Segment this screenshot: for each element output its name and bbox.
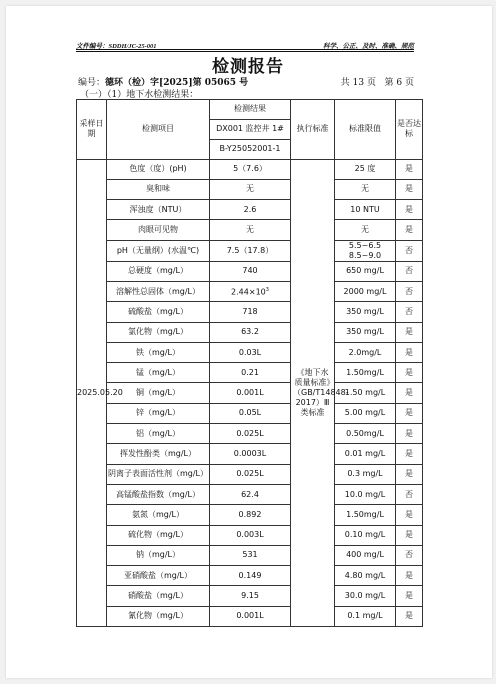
- test-item: 肉眼可见物: [107, 220, 210, 240]
- sampling-date: 2025.05.20: [77, 159, 107, 627]
- test-item: 浑浊度（NTU）: [107, 200, 210, 220]
- test-item: 氰化物（mg/L）: [107, 606, 210, 626]
- test-item: 挥发性酚类（mg/L）: [107, 444, 210, 464]
- test-result: 2.6: [210, 200, 291, 220]
- test-result: 531: [210, 545, 291, 565]
- table-row: [77, 200, 423, 220]
- motto: 科学、公正、及时、准确、规范: [323, 43, 414, 50]
- test-item: 臭和味: [107, 179, 210, 199]
- test-result: 63.2: [210, 322, 291, 342]
- test-result: 5（7.6）: [210, 159, 291, 179]
- test-item: 锌（mg/L）: [107, 403, 210, 423]
- standard-limit: 2.0mg/L: [335, 342, 396, 362]
- table-row: [77, 240, 423, 261]
- table-row: [77, 566, 423, 586]
- table-row: [77, 363, 423, 383]
- table-row: [77, 545, 423, 565]
- test-item: pH（无量纲）(水温℃): [107, 240, 210, 261]
- table-row: [77, 424, 423, 444]
- standard-limit: 0.1 mg/L: [335, 606, 396, 626]
- test-item: 铁（mg/L）: [107, 342, 210, 362]
- standard-limit: 5.00 mg/L: [335, 403, 396, 423]
- test-result: 9.15: [210, 586, 291, 606]
- table-row: [77, 342, 423, 362]
- test-result: 0.003L: [210, 525, 291, 545]
- standard-limit: 350 mg/L: [335, 302, 396, 322]
- header-standard: 执行标准: [291, 100, 335, 160]
- table-row: [77, 505, 423, 525]
- table-row: [77, 302, 423, 322]
- pass-status: 是: [396, 200, 423, 220]
- standard-limit: 0.3 mg/L: [335, 464, 396, 484]
- standard-limit: 4.80 mg/L: [335, 566, 396, 586]
- standard-limit: 350 mg/L: [335, 322, 396, 342]
- table-row: [77, 383, 423, 403]
- test-item: 铜（mg/L）: [107, 383, 210, 403]
- pass-status: 是: [396, 363, 423, 383]
- standard-limit: 5.5~6.5 8.5~9.0: [335, 240, 396, 261]
- header-item: 检测项目: [107, 100, 210, 160]
- pass-status: 否: [396, 545, 423, 565]
- test-result: 0.05L: [210, 403, 291, 423]
- table-row: [77, 586, 423, 606]
- test-result: 0.149: [210, 566, 291, 586]
- table-row: [77, 444, 423, 464]
- standard-limit: 1.50mg/L: [335, 505, 396, 525]
- table-row: [77, 281, 423, 301]
- pass-status: 否: [396, 302, 423, 322]
- header-date: 采样日期: [77, 100, 107, 160]
- standard-limit: 25 度: [335, 159, 396, 179]
- pass-status: 是: [396, 606, 423, 626]
- test-item: 色度（度）(pH): [107, 159, 210, 179]
- test-item: 硫酸盐（mg/L）: [107, 302, 210, 322]
- table-row: [77, 606, 423, 626]
- test-result: 0.025L: [210, 424, 291, 444]
- test-item: 氨氮（mg/L）: [107, 505, 210, 525]
- standard-reference: 《地下水质量标准》（GB/T14848-2017）Ⅲ类标准: [291, 159, 335, 627]
- standard-limit: 无: [335, 220, 396, 240]
- test-result: 0.0003L: [210, 444, 291, 464]
- standard-limit: 650 mg/L: [335, 261, 396, 281]
- test-item: 高锰酸盐指数（mg/L）: [107, 484, 210, 504]
- standard-limit: 0.10 mg/L: [335, 525, 396, 545]
- test-result: 718: [210, 302, 291, 322]
- pass-status: 否: [396, 240, 423, 261]
- test-item: 氯化物（mg/L）: [107, 322, 210, 342]
- section-title: （一）（1）地下水检测结果：: [80, 90, 199, 100]
- pass-status: 是: [396, 159, 423, 179]
- test-item: 硝酸盐（mg/L）: [107, 586, 210, 606]
- test-item: 锰（mg/L）: [107, 363, 210, 383]
- standard-limit: 2000 mg/L: [335, 281, 396, 301]
- test-item: 钠（mg/L）: [107, 545, 210, 565]
- page-counter: 共 13 页 第 6 页: [340, 78, 414, 88]
- standard-limit: 30.0 mg/L: [335, 586, 396, 606]
- test-item: 硫化物（mg/L）: [107, 525, 210, 545]
- table-row: [77, 220, 423, 240]
- table-row: [77, 159, 423, 179]
- test-item: 亚硝酸盐（mg/L）: [107, 566, 210, 586]
- pass-status: 是: [396, 403, 423, 423]
- pass-status: 是: [396, 342, 423, 362]
- header-sample-id: B-Y25052001-1: [210, 139, 291, 159]
- pass-status: 是: [396, 525, 423, 545]
- pass-status: 是: [396, 444, 423, 464]
- test-result: 0.21: [210, 363, 291, 383]
- header-sampling-point: DX001 监控井 1#: [210, 119, 291, 139]
- pass-status: 是: [396, 566, 423, 586]
- report-number: 编号：德环（检）字[2025]第 05065 号: [78, 78, 249, 88]
- table-row: [77, 484, 423, 504]
- test-result: 0.892: [210, 505, 291, 525]
- doc-number: 文件编号：SDDH/JC-25-001: [76, 43, 157, 50]
- pass-status: 是: [396, 424, 423, 444]
- test-result: 0.03L: [210, 342, 291, 362]
- pass-status: 是: [396, 464, 423, 484]
- header-rule: [76, 49, 414, 50]
- header-limit: 标准限值: [335, 100, 396, 160]
- page-title: 检测报告: [212, 57, 284, 77]
- test-result: 7.5（17.8）: [210, 240, 291, 261]
- pass-status: 是: [396, 220, 423, 240]
- standard-limit: 1.50mg/L: [335, 363, 396, 383]
- test-item: 阴离子表面活性剂（mg/L）: [107, 464, 210, 484]
- standard-limit: 10.0 mg/L: [335, 484, 396, 504]
- table-row: [77, 464, 423, 484]
- test-item: 铝（mg/L）: [107, 424, 210, 444]
- table-row: [77, 261, 423, 281]
- test-result: 0.001L: [210, 606, 291, 626]
- test-result: $2.44\times 10^3$: [210, 281, 291, 301]
- test-result: 0.001L: [210, 383, 291, 403]
- table-row: [77, 403, 423, 423]
- test-result: 62.4: [210, 484, 291, 504]
- pass-status: 否: [396, 484, 423, 504]
- test-item: 总硬度（mg/L）: [107, 261, 210, 281]
- pass-status: 是: [396, 322, 423, 342]
- pass-status: 是: [396, 179, 423, 199]
- standard-limit: 0.50mg/L: [335, 424, 396, 444]
- test-item: 溶解性总固体（mg/L）: [107, 281, 210, 301]
- pass-status: 是: [396, 383, 423, 403]
- header-pass: 是否达标: [396, 100, 423, 160]
- header-result: 检测结果: [210, 100, 291, 120]
- pass-status: 是: [396, 586, 423, 606]
- test-result: 740: [210, 261, 291, 281]
- results-table: [76, 99, 423, 627]
- table-row: [77, 525, 423, 545]
- test-result: 无: [210, 220, 291, 240]
- standard-limit: 1.50 mg/L: [335, 383, 396, 403]
- pass-status: 否: [396, 261, 423, 281]
- test-result: 0.025L: [210, 464, 291, 484]
- pass-status: 是: [396, 505, 423, 525]
- pass-status: 否: [396, 281, 423, 301]
- standard-limit: 0.01 mg/L: [335, 444, 396, 464]
- test-result: 无: [210, 179, 291, 199]
- table-row: [77, 322, 423, 342]
- standard-limit: 10 NTU: [335, 200, 396, 220]
- standard-limit: 无: [335, 179, 396, 199]
- standard-limit: 400 mg/L: [335, 545, 396, 565]
- table-row: [77, 179, 423, 199]
